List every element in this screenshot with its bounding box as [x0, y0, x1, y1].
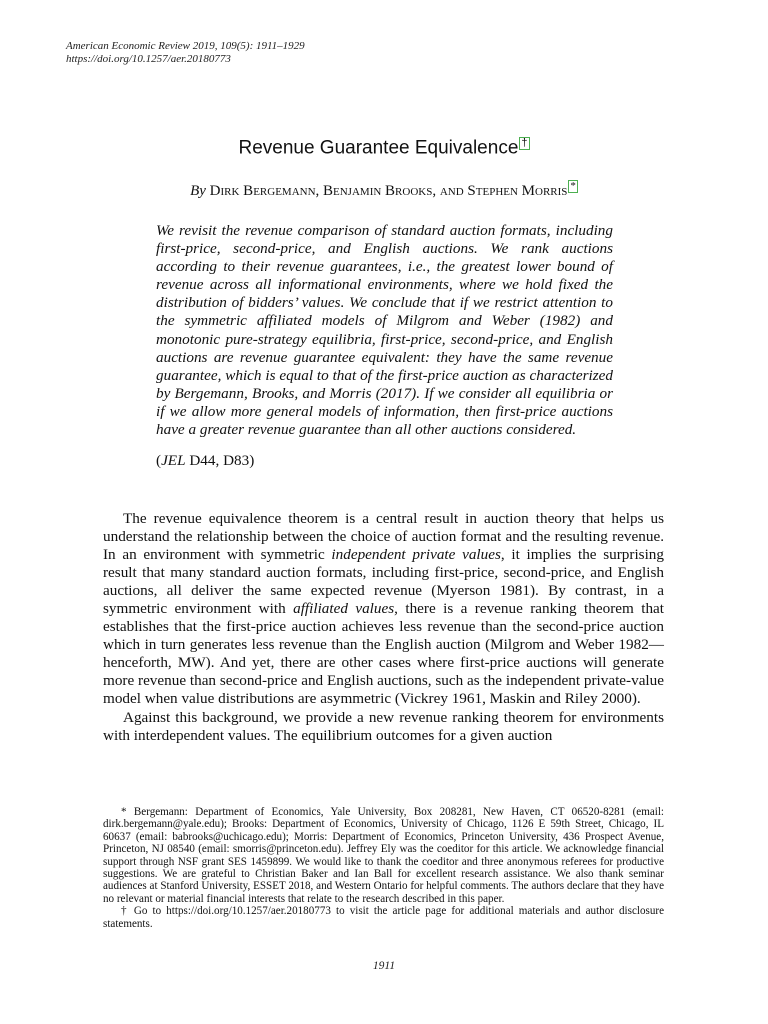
footnote-article-link: † Go to https://doi.org/10.1257/aer.20180773 to visit the article page for additional materials and author disclosure statements.: [103, 905, 664, 930]
paper-title: [0, 137, 768, 159]
byline: [0, 180, 768, 200]
p1-part-c: , there is a revenue ranking theorem that establishes that the first-price auction achieves less revenue than the second-price auction which in turn generates less revenue than the English auction (Milgrom and Weber 1982—henceforth, MW). And yet, there are other cases where first-price auctions will generate more revenue than second-price and English auctions, such as the independent private-value model when value distributions are asymmetric (Vickrey 1961, Maskin and Riley 2000).: [103, 600, 664, 708]
paper-title-text: Revenue Guarantee Equivalence: [238, 137, 519, 159]
abstract: We revisit the revenue comparison of standard auction formats, including first-price, second-price, and English auctions. We rank auctions according to their revenue guarantees, i.e., the greatest lower bound of revenue across all informational environments, where we hold fixed the distribution of bidders’ values. We conclude that if we restrict attention to the symmetric affiliated models of Milgrom and Weber (1982) and monotonic pure-strategy equilibria, first-price, second-price, and English auctions are revenue guarantee equivalent: they have the same revenue guarantee, which is equal to that of the first-price auction as characterized by Bergemann, Brooks, and Morris (2017). If we consider all equilibria or if we allow more general models of information, then first-price auctions have a greater revenue guarantee than all other auctions considered.: [156, 222, 613, 439]
journal-citation: American Economic Review 2019, 109(5): 1911–1929: [66, 40, 305, 52]
paragraph-1: [103, 510, 664, 709]
footnote-author-affiliations: * Bergemann: Department of Economics, Yale University, Box 208281, New Haven, CT 06520-8281 (email: dirk.bergemann@yale.edu); Brooks: Department of Economics, University of Chicago, 1126 E 59th Street, Chicago, IL 60637 (email: babrooks@uchicago.edu); Morris: Department of Economics, Princeton University, 436 Prospect Avenue, Princeton, NJ 08540 (email: smorris@princeton.edu). Jeffrey Ely was the coeditor for this article. We acknowledge financial support through NSF grant SES 1459899. We would like to thank the coeditor and three anonymous referees for productive suggestions. We are grateful to Christian Baker and Ian Ball for excellent research assistance. We also thank seminar audiences at Stanford University, ESSET 2018, and Western Ontario for helpful comments. The authors declare that they have no relevant or material financial interests that relate to the research described in this paper.: [103, 806, 664, 905]
journal-doi[interactable]: https://doi.org/10.1257/aer.20180773: [66, 53, 231, 65]
p1-emphasis-affiliated: affiliated values: [293, 600, 395, 618]
footnotes: [103, 806, 664, 930]
byline-authors: Dirk Bergemann, Benjamin Brooks, and Stephen Morris: [209, 183, 568, 199]
journal-header: [66, 40, 305, 66]
author-footnote-link[interactable]: *: [570, 180, 576, 192]
jel-code-list: D44, D83): [185, 452, 255, 469]
jel-open: (: [156, 452, 162, 469]
title-footnote-link[interactable]: †: [521, 137, 528, 149]
main-text: [103, 510, 664, 745]
jel-codes: [156, 452, 254, 470]
p1-emphasis-ipv: independent private values: [331, 546, 501, 564]
paragraph-2: Against this background, we provide a new revenue ranking theorem for environments with interdependent values. The equilibrium outcomes for a given auction: [103, 708, 664, 744]
byline-by: By: [190, 183, 206, 199]
page-number: 1911: [372, 960, 396, 972]
p1-part-b: , it implies the surprising result that many standard auction formats, including first-price, second-price, and English auctions, all deliver the same expected revenue (Myerson 1981). By contrast, in a symmetric environment with: [103, 546, 664, 618]
jel-label: JEL: [161, 452, 186, 469]
p1-part-a: The revenue equivalence theorem is a central result in auction theory that helps us understand the relationship between the choice of auction format and the resulting revenue. In an environment with symmetric: [103, 510, 664, 564]
